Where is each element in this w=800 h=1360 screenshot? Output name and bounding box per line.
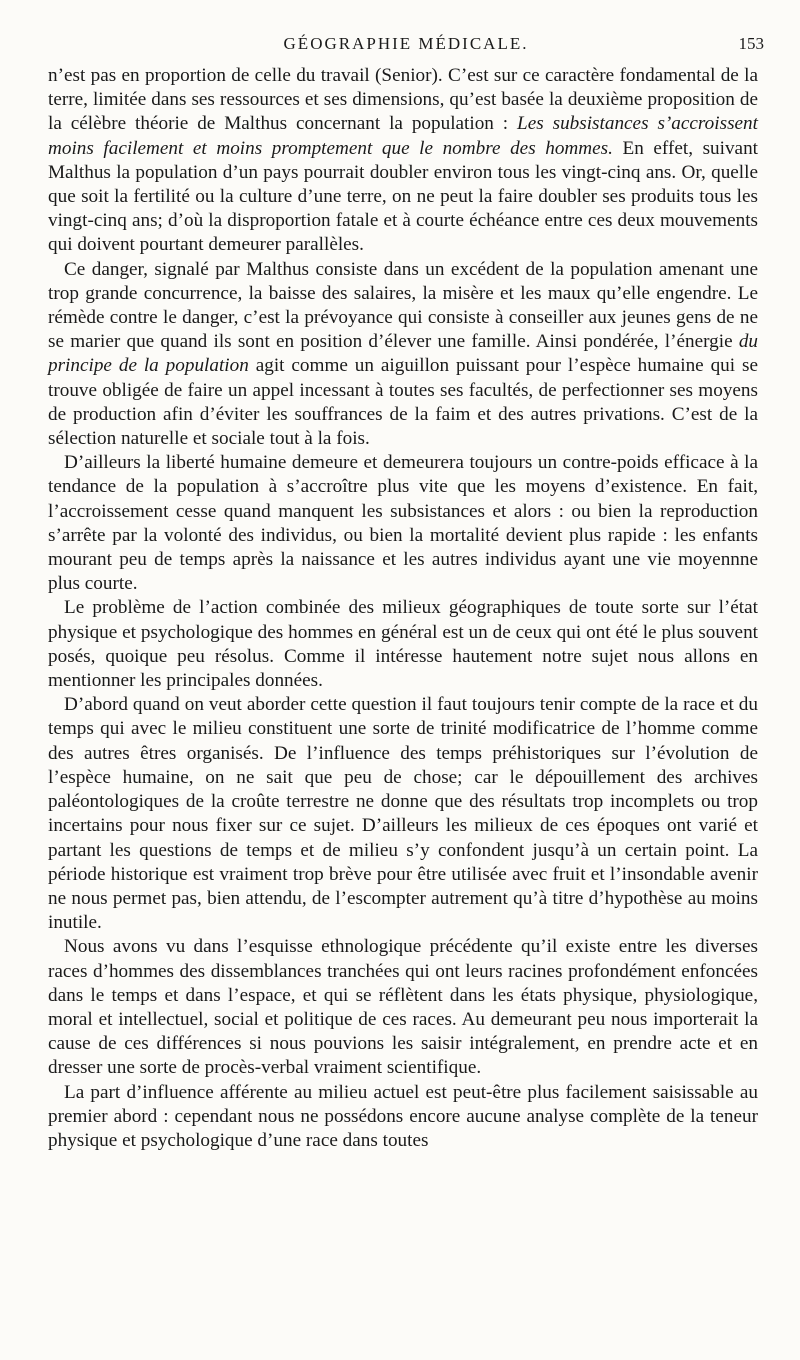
paragraph-6 bbox=[48, 935, 758, 1080]
paragraph-2 bbox=[48, 258, 758, 452]
text-segment: La part d’influence afférente au milieu actuel est peut-être plus facilement saisissable au premier abord : cependant nous ne possédons encore aucune analyse complète de la teneur physique et psychologique d’une race dans toutes bbox=[48, 1081, 758, 1151]
text-segment: Nous avons vu dans l’esquisse ethnologique précédente qu’il existe entre les diverses races d’hommes des dissemblances tranchées qui ont leurs racines profondément enfoncées dans le temps et dans l’espace, et qui se réflètent dans les états physique, physiologique, moral et intellectuel, social et politique de ces races. Au demeurant peu nous importerait la cause de ces différences si nous pouvions les saisir intégralement, en prendre acte et en dresser une sorte de procès-verbal vraiment scientifique. bbox=[48, 936, 758, 1079]
text-segment: D’abord quand on veut aborder cette question il faut toujours tenir compte de la race et du temps qui avec le milieu constituent une sorte de trinité modificatrice de l’homme comme des autres êtres organisés. De l’influence des temps préhistoriques sur l’évolution de l’espèce humaine, on ne sait que peu de chose; car le dépouillement des archives paléontologiques de la croûte terrestre ne donne que des résultats trop incomplets ou trop incertains pour nous fixer sur ce sujet. D’ailleurs les milieux de ces époques ont varié et partant les questions de temps et de milieu s’y confondent jusqu’à un certain point. La période historique est vraiment trop brève pour être utilisée avec fruit et l’insondable avenir ne nous permet pas, bien attendu, de l’escompter autrement qu’à titre d’hypothèse au moins inutile. bbox=[48, 694, 758, 934]
paragraph-7 bbox=[48, 1081, 758, 1154]
page-number: 153 bbox=[738, 34, 764, 53]
text-segment: D’ailleurs la liberté humaine demeure et demeurera toujours un contre-poids efficace à la tendance de la population à s’accroître plus vite que les moyens d’existence. En fait, l’accroissement cesse quand manquent les subsistances et alors : ou bien la reproduction s’arrête par la volonté des individus, ou bien la mortalité devient plus rapide : les enfants mourant peu de temps après la naissance et les autres individus ayant une vie moyennne plus courte. bbox=[48, 452, 758, 595]
paragraph-1 bbox=[48, 64, 758, 258]
text-segment: agit comme un aiguillon puissant pour l’espèce humaine qui se trouve obligée de faire un appel incessant à toutes ses facultés, de perfectionner ses moyens de production afin d’éviter les souffrances de la faim et des autres privations. C’est de la sélection naturelle et sociale tout à la fois. bbox=[48, 355, 758, 450]
body-text bbox=[48, 64, 758, 1153]
text-segment: Ce danger, signalé par Malthus consiste dans un excédent de la population amenant une trop grande concurrence, la baisse des salaires, la misère et les maux qu’elle engendre. Le rémède contre le danger, c’est la prévoyance qui consiste à conseiller aux jeunes gens de ne se marier que quand ils sont en position d’élever une famille. Ainsi pondérée, l’énergie bbox=[48, 258, 758, 353]
text-segment: n’est pas en proportion de celle du travail (Senior). C’est sur ce caractère fondamental de la terre, limitée dans ses ressources et ses dimensions, qu’est basée la deuxième proposition de la célèbre théorie de Malthus concernant la population : bbox=[48, 65, 758, 135]
paragraph-3 bbox=[48, 451, 758, 596]
italic-segment: Les subsistances s’accroissent moins facilement et moins promptement que le nombre des hommes. bbox=[48, 113, 758, 159]
running-head bbox=[48, 30, 764, 58]
paragraph-4 bbox=[48, 596, 758, 693]
paragraph-5 bbox=[48, 693, 758, 935]
italic-segment: du principe de la population bbox=[48, 331, 758, 377]
text-segment: En effet, suivant Malthus la population d’un pays pourrait doubler environ tous les vingt-cinq ans. Or, quelle que soit la fertilité ou la culture d’une terre, on ne peut la faire doubler ses produits tous les vingt-cinq ans; d’où la disproportion fatale et à courte échéance entre ces deux mouvements qui doivent pourtant demeurer parallèles. bbox=[48, 137, 758, 256]
text-segment: Le problème de l’action combinée des milieux géographiques de toute sorte sur l’état physique et psychologique des hommes en général est un de ceux qui ont été le plus souvent posés, quoique peu résolus. Comme il intéresse hautement notre sujet nous allons en mentionner les principales données. bbox=[48, 597, 758, 692]
running-title: GÉOGRAPHIE MÉDICALE. bbox=[283, 34, 529, 53]
